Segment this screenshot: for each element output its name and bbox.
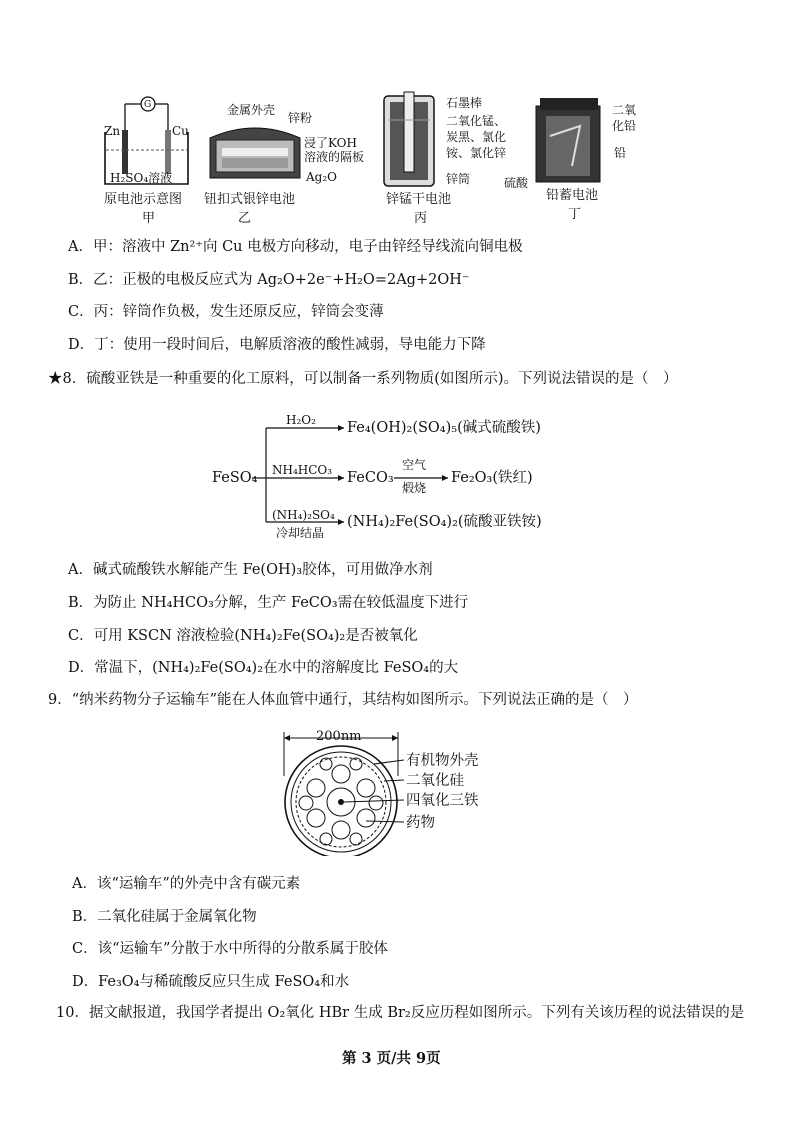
product-1: Fe₄(OH)₂(SO₄)₅(碱式硫酸铁) (347, 420, 541, 436)
fe3o4-core-label: 四氧化三铁 (406, 793, 479, 809)
q8-option-d: D．常温下，(NH₄)₂Fe(SO₄)₂在水中的溶解度比 FeSO₄的大 (68, 660, 459, 676)
shell-layer-label: 有机物外壳 (406, 753, 479, 769)
lead-label: 铅 (614, 146, 627, 160)
dry-cell-figure (380, 90, 440, 190)
q8-option-c: C．可用 KSCN 溶液检验(NH₄)₂Fe(SO₄)₂是否被氧化 (68, 628, 418, 644)
reagent-3: (NH₄)₂SO₄ (272, 508, 335, 522)
reagent-2: NH₄HCO₃ (272, 463, 333, 477)
q7-option-a: A．甲：溶液中 Zn²⁺向 Cu 电极方向移动，电子由锌经导线流向铜电极 (68, 239, 523, 255)
caption-yi: 钮扣式银锌电池 (204, 192, 296, 207)
size-label: 200nm (316, 729, 362, 744)
caption-ding-letter: 丁 (568, 207, 582, 222)
caption-jia: 原电池示意图 (104, 192, 183, 207)
silica-layer-label: 二氧化硅 (406, 773, 464, 789)
reagent-2c: 煅烧 (402, 481, 427, 495)
product-3: (NH₄)₂Fe(SO₄)₂(硫酸亚铁铵) (347, 514, 542, 530)
fe-start: FeSO₄ (212, 470, 258, 486)
pbo2-label-2: 化铅 (612, 119, 637, 133)
page-footer: 第 3 页/共 9页 (342, 1050, 441, 1067)
q9-option-a: A．该“运输车”的外壳中含有碳元素 (72, 876, 301, 892)
cu-label: Cu (172, 124, 189, 138)
reagent-1: H₂O₂ (286, 413, 316, 427)
solution-label: H₂SO₄溶液 (110, 171, 173, 185)
q9-stem: 9．“纳米药物分子运输车”能在人体血管中通行，其结构如图所示。下列说法正确的是（ ） (48, 692, 638, 708)
q7-option-c: C．丙：锌筒作负极，发生还原反应，锌筒会变薄 (68, 304, 384, 320)
q10-stem: 10．据文献报道，我国学者提出 O₂氧化 HBr 生成 Br₂反应历程如图所示。下列有关该历程的说法错误的是 (56, 1005, 745, 1021)
separator-label-2: 溶液的隔板 (304, 150, 365, 164)
zinc-powder-label: 锌粉 (288, 111, 313, 125)
lead-battery-figure (520, 96, 610, 188)
q8-stem: ★8．硫酸亚铁是一种重要的化工原料，可以制备一系列物质(如图所示)。下列说法错误的是（ ） (48, 371, 678, 387)
reagent-2b: 空气 (402, 458, 427, 472)
reagent-3b: 冷却结晶 (276, 526, 325, 540)
acid-label: 硫酸 (504, 176, 529, 190)
q9-option-b: B．二氧化硅属于金属氧化物 (72, 909, 257, 925)
separator-label-1: 浸了KOH (304, 136, 357, 150)
caption-ding: 铅蓄电池 (546, 188, 599, 203)
q9-option-c: C．该“运输车”分散于水中所得的分散系属于胶体 (72, 941, 388, 957)
mix-label-1: 二氧化锰、 (446, 114, 507, 128)
q7-option-b: B．乙：正极的电极反应式为 Ag₂O+2e⁻+H₂O=2Ag+2OH⁻ (68, 272, 470, 288)
q7-option-d: D．丁：使用一段时间后，电解质溶液的酸性减弱，导电能力下降 (68, 337, 486, 353)
ag2o-label: Ag₂O (306, 170, 337, 184)
nano-carrier-figure (276, 726, 406, 856)
q8-option-a: A．碱式硫酸铁水解能产生 Fe(OH)₃胶体，可用做净水剂 (68, 562, 433, 578)
caption-jia-letter: 甲 (142, 211, 156, 226)
product-2: FeCO₃ (347, 470, 394, 486)
mix-label-3: 铵、氯化锌 (446, 146, 507, 160)
zinc-can-label: 锌筒 (446, 172, 471, 186)
product-2b: Fe₂O₃(铁红) (451, 470, 533, 486)
caption-yi-letter: 乙 (238, 211, 252, 226)
graphite-rod-label: 石墨棒 (446, 96, 483, 110)
q9-option-d: D．Fe₃O₄与稀硫酸反应只生成 FeSO₄和水 (72, 974, 350, 990)
shell-label: 金属外壳 (227, 103, 276, 117)
button-battery-figure (200, 118, 310, 188)
drug-label: 药物 (406, 815, 435, 831)
caption-bing-letter: 丙 (414, 211, 428, 226)
caption-bing: 锌锰干电池 (386, 192, 452, 207)
pbo2-label-1: 二氧 (612, 103, 637, 117)
mix-label-2: 炭黑、氯化 (446, 130, 507, 144)
zn-label: Zn (104, 124, 121, 138)
galvanometer-label: G (144, 100, 152, 110)
q8-option-b: B．为防止 NH₄HCO₃分解，生产 FeCO₃需在较低温度下进行 (68, 595, 469, 611)
